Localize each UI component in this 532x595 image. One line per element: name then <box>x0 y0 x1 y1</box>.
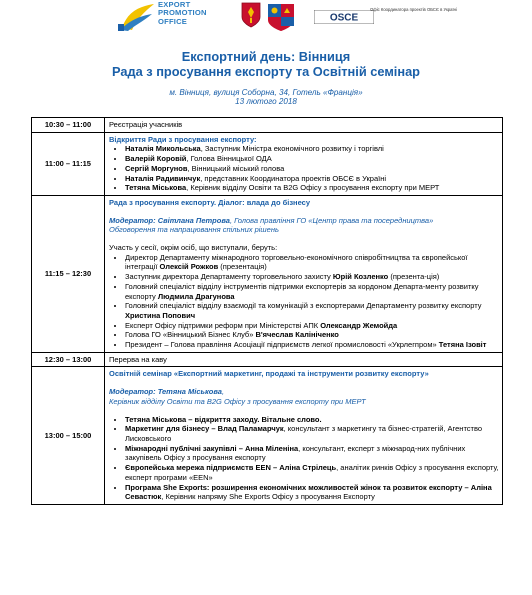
list-item: • Тетяна Міськова – відкриття заходу. Вітальне слово. <box>125 415 499 425</box>
list-item: • Валерій Коровій, Голова Вінницької ОДА <box>125 154 499 164</box>
osce-caption: Офіс Координатора проектів ОБСЄ в Україні <box>370 7 457 12</box>
agenda-time: 10:30 – 11:00 <box>32 118 105 133</box>
moderator-note: Керівник відділу Освіти та B2G Офісу з просування експорту при МЕРТ <box>109 396 366 406</box>
logo-text-line1: EXPORT <box>158 0 191 9</box>
list-item: • Головний спеціаліст відділу взаємодії та комунікацій з експортерами Департаменту розвитку експорту Христина Попович <box>125 301 499 320</box>
event-date: 13 лютого 2018 <box>235 97 297 106</box>
list-item: • Президент – Голова правління Асоціації підприємств легкої промисловості «Укрлегпром» Тетяна Ізовіт <box>125 340 499 350</box>
program-list <box>109 415 499 502</box>
page-title: Експортний день: Вінниця <box>181 49 351 64</box>
list-item: • Програма She Exports: розширення економічних можливостей жінок та розвиток експорту – Аліна Севастюк, Керівник напряму She Exports Офісу з просування Експорту <box>125 483 499 502</box>
event-location: м. Вінниця, вулиця Соборна, 34, Готель «Франція» <box>169 88 363 97</box>
participants-intro: Участь у сесії, окрім осіб, що виступали, беруть: <box>109 243 278 253</box>
session-title: Освітній семінар «Експортний маркетинг, продажі та інструменти розвитку експорту» <box>109 369 429 379</box>
agenda-text: Реєстрація учасників <box>105 118 503 133</box>
list-item: • Сергій Моргунов, Вінницький міський голова <box>125 164 499 174</box>
vinnytsia-city-coat-of-arms-icon <box>241 2 261 28</box>
agenda-content <box>105 195 503 352</box>
agenda-time: 12:30 – 13:00 <box>32 352 105 367</box>
agenda-text: Перерва на каву <box>105 352 503 367</box>
speaker-list <box>109 144 499 193</box>
agenda-table <box>31 117 503 505</box>
agenda-row <box>32 367 503 504</box>
list-item: • Тетяна Міськова, Керівник відділу Освіти та B2G Офісу з просування експорту при МЕРТ <box>125 183 499 193</box>
list-item: • Голова ГО «Вінницький Бізнес Клуб» В'ячеслав Калініченко <box>125 330 499 340</box>
agenda-row <box>32 352 503 367</box>
list-item: • Європейська мережа підприємств EEN – Аліна Стрілець, аналітик ринків Офісу з просування експорту, експерт програми «EEN» <box>125 463 499 482</box>
list-item: • Директор Департаменту міжнародного торговельно-економічного співробітництва та європейської інтеграції Олексій Рожков (презентація) <box>125 253 499 272</box>
epo-mark-icon <box>118 2 158 32</box>
list-item: • Міжнародні публічні закупівлі – Анна Міленіна, консультант, експерт з міжнарод-них публічних закупівель Офісу з просування експорту <box>125 444 499 463</box>
session-title: Рада з просування експорту. Діалог: влада до бізнесу <box>109 197 310 207</box>
page-subtitle: Рада з просування експорту та Освітній семінар <box>112 64 420 79</box>
logo-bar <box>0 0 532 44</box>
logo-text-line3: OFFICE <box>158 16 188 26</box>
moderator-line: Модератор: Світлана Петрова, Голова правління ГО «Центр права та посередництва» <box>109 215 434 225</box>
agenda-time: 13:00 – 15:00 <box>32 367 105 504</box>
osce-label: OSCE <box>329 12 359 24</box>
list-item: • Заступник директора Департаменту торговельного захисту Юрій Козленко (презента-ція) <box>125 272 499 282</box>
session-title: Відкриття Ради з просування експорту: <box>109 134 257 144</box>
moderator-note: Обговорення та напрацювання спільних рішень <box>109 225 279 235</box>
agenda-time: 11:15 – 12:30 <box>32 195 105 352</box>
list-item: • Маркетинг для бізнесу – Влад Паламарчук, консультант з маркетингу та бізнес-стратегій, Агентство Лисковського <box>125 424 499 443</box>
agenda-row <box>32 195 503 352</box>
agenda-content <box>105 132 503 195</box>
list-item: • Головний спеціаліст відділу інструментів підтримки експортерів за кордоном Департа-менту розвитку експорту Людмила Драгунова <box>125 282 499 301</box>
list-item: • Наталія Радивинчук, представник Координатора проектів ОБСЄ в Україні <box>125 174 499 184</box>
export-promotion-office-logo <box>118 0 228 40</box>
participant-list <box>109 253 499 350</box>
list-item: • Експерт Офісу підтримки реформ при Міністерстві АПК Олександр Жемойда <box>125 321 499 331</box>
osce-logo-icon <box>314 10 374 24</box>
logo-text-line2: PROMOTION <box>158 8 207 18</box>
moderator-line: Модератор: Тетяна Міськова, <box>109 387 225 397</box>
agenda-row <box>32 118 503 133</box>
agenda-time: 11:00 – 11:15 <box>32 132 105 195</box>
agenda-row <box>32 132 503 195</box>
agenda-content <box>105 367 503 504</box>
vinnytsia-oblast-coat-of-arms-icon <box>266 2 296 32</box>
list-item: • Наталія Микольська, Заступник Міністра економічного розвитку і торгівлі <box>125 144 499 154</box>
